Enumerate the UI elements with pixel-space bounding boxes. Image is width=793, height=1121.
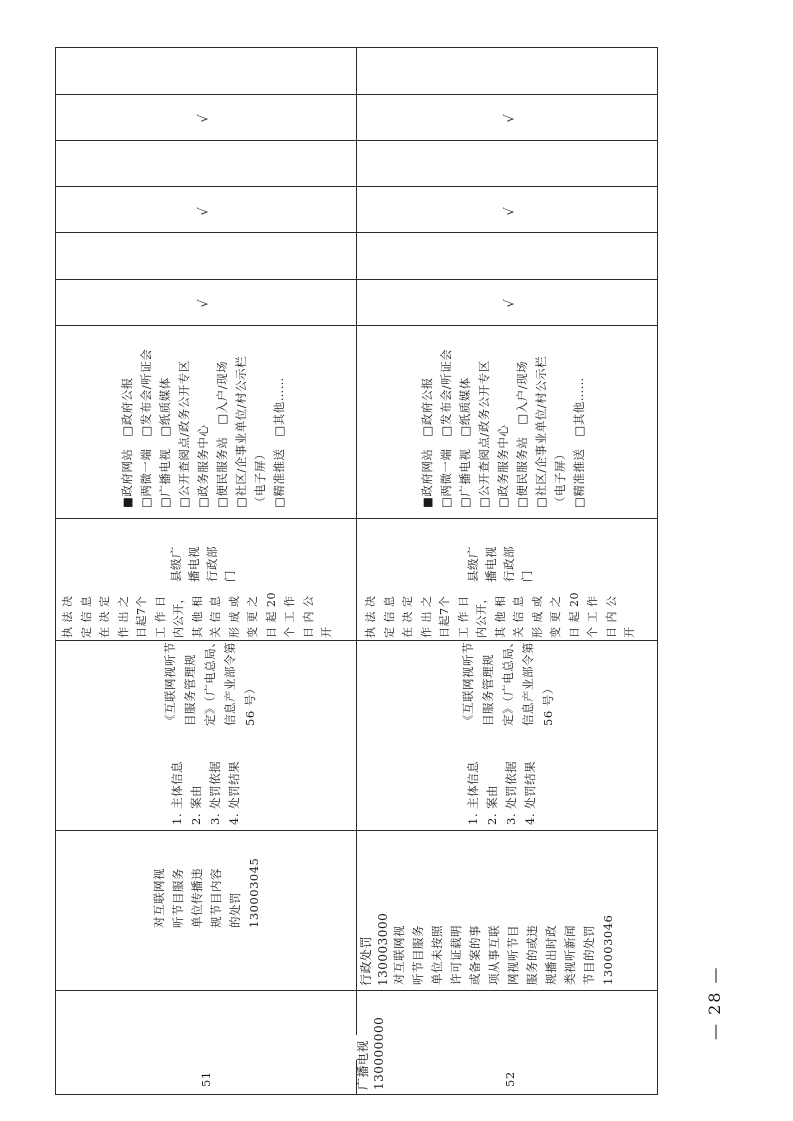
- subject-cell: 县级广 播电视 行政部 门: [169, 546, 237, 582]
- content-cell: 1. 主体信息 2. 案由 3. 处罚依据 4. 处罚结果: [170, 760, 241, 825]
- time-cell: 执 法 决 定 信 息 在 决 定 作 出 之 日起7个 工 作 日 内公开， 其 他 相 关 信 息 形 成 或 变 更 之 日 起 20 个 工 作 日 内 公 开: [61, 592, 333, 638]
- check-icon: √: [196, 207, 212, 216]
- check-icon: √: [196, 114, 212, 123]
- page-number: — 28 —: [705, 965, 724, 1040]
- basis-cell: 《互联网视听节 目服务管理规 定》（广电总局、 信息产业部令第 56 号）: [163, 635, 257, 726]
- check-icon: √: [502, 207, 518, 216]
- table-line: [657, 47, 658, 1095]
- channels-cell: ■政府网站 □政府公报 □两微一端 □发布会/听证会 □广播电视 □纸质媒体 □公开查阅点/政务公开专区 □政务服务中心 □便民服务站 □入户/现场 □社区/企事业单位/村公示栏 （电子屏） □精准推送 □其他……: [420, 348, 586, 508]
- content-cell: 1. 主体信息 2. 案由 3. 处罚依据 4. 处罚结果: [466, 760, 537, 825]
- table-line: [55, 47, 56, 1095]
- type-cell: 行政处罚 130003000: [359, 912, 390, 986]
- check-icon: √: [502, 299, 518, 308]
- time-cell: 执 法 决 定 信 息 在 决 定 作 出 之 日起7个 工 作 日 内公开， 其 他 相 关 信 息 形 成 或 变 更 之 日 起 20 个 工 作 日 内 公 开: [364, 592, 636, 638]
- category-cell: 广播电视 130000000: [356, 1016, 386, 1090]
- item-cell: 对互联网视 听节目服务 单位未按照 许可证载明 或备案的事 项从事互联 网视听节目 服务的或违 规播出时政 类视听新闻 节目的处罚 130003046: [392, 914, 615, 985]
- subject-cell: 县级广 播电视 行政部 门: [466, 546, 534, 582]
- row-seq: 51: [199, 1071, 213, 1087]
- check-icon: √: [502, 114, 518, 123]
- basis-cell: 《互联网视听节 目服务管理规 定》（广电总局、 信息产业部令第 56 号）: [461, 635, 555, 726]
- item-cell: 对互联网视 听节目服务 单位传播违 规节目内容 的处罚 130003045: [152, 857, 261, 928]
- check-icon: √: [196, 299, 212, 308]
- table-line: [356, 47, 357, 991]
- row-seq: 52: [503, 1071, 517, 1087]
- channels-cell: ■政府网站 □政府公报 □两微一端 □发布会/听证会 □广播电视 □纸质媒体 □公开查阅点/政务公开专区 □政务服务中心 □便民服务站 □入户/现场 □社区/企事业单位/村公示栏 （电子屏） □精准推送 □其他……: [120, 348, 286, 508]
